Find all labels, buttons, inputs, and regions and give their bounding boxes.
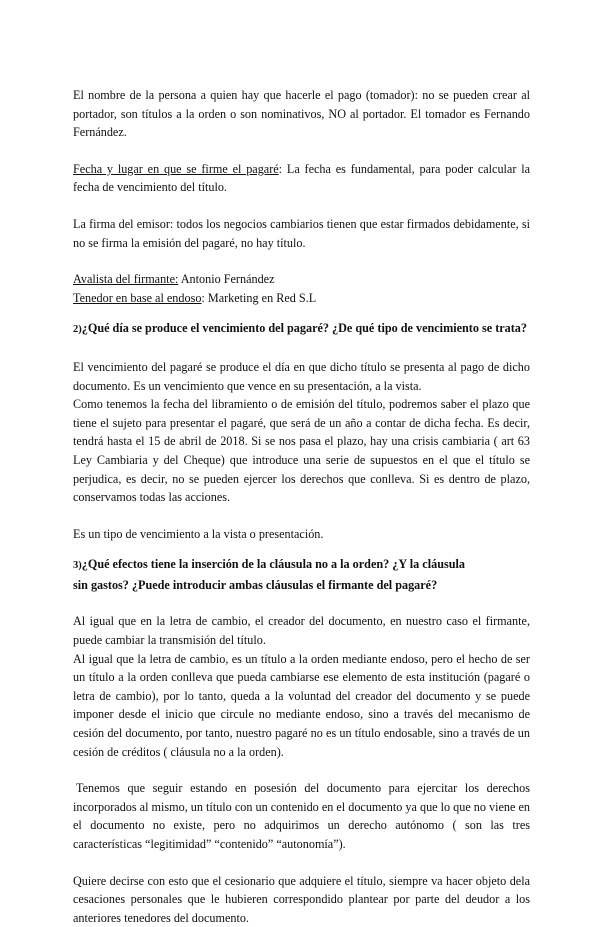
question-3-line-2: sin gastos? ¿Puede introducir ambas cláusulas el firmante del pagaré? [73, 577, 438, 592]
avalista-label: Avalista del firmante: [73, 272, 179, 287]
paragraph-tomador: El nombre de la persona a quien hay que hacerle el pago (tomador): no se pueden crear al portador, son títulos a la orden o son nominativos, NO al portador. El tomador es Fernando Fernández. [73, 88, 530, 140]
question-3-line-1: ¿Qué efectos tiene la inserción de la cláusula no a la orden? ¿Y la cláusula [81, 557, 465, 572]
question-2-number: 2) [73, 324, 82, 336]
question-3-heading [73, 555, 530, 594]
answer-3-paragraph-4: Quiere decirse con esto que el cesionario que adquiere el título, siempre va hacer objeto dela cesaciones personales que le hubieren correspondido plantear por parte del deudor a los anteriores tenedores del documento. [73, 873, 530, 925]
paragraph-fecha [73, 160, 530, 197]
paragraph-firma: La firma del emisor: todos los negocios cambiarios tienen que estar firmados debidamente, si no se firma la emisión del pagaré, no hay título. [73, 216, 530, 250]
answer-3-paragraph-3: Tenemos que seguir estando en posesión del documento para ejercitar los derechos incorporados al mismo, un título con un contenido en el documento ya que lo que no viene en el documento no existe, pero no adquirimos un derecho autónomo ( son las tres características “legitimidad” “contenido” “autonomía”). [73, 781, 530, 851]
fecha-label: Fecha y lugar en que se firme el pagaré [73, 161, 279, 176]
question-3-number: 3) [73, 560, 82, 572]
paragraph-tenedor [73, 289, 530, 308]
question-2-text: ¿Qué día se produce el vencimiento del pagaré? ¿De qué tipo de vencimiento se trata? [81, 321, 527, 336]
paragraph-avalista [73, 270, 530, 289]
answer-2-paragraph-3: Es un tipo de vencimiento a la vista o presentación. [73, 526, 324, 541]
tenedor-text: : Marketing en Red S.L [201, 290, 317, 305]
avalista-text: Antonio Fernández [178, 272, 275, 287]
fecha-text: : La fecha es fundamental, para poder calcular la fecha de vencimiento del título. [73, 161, 530, 195]
answer-3-paragraph-2: Al igual que la letra de cambio, es un título a la orden mediante endoso, pero el hecho de ser un título a la orden conlleva que pueda cambiarse ese elemento de esta institución (pagaré o letra de cambio), por lo tanto, queda a la voluntad del creador del documento y se puede imponer desde el inicio que circule no mediante endoso, sino a través del mecanismo de cesión del documento, por tanto, nuestro pagaré no es un título endosable, sino a través de un cesión de créditos ( cláusula no a la orden). [73, 651, 530, 759]
question-2-heading [73, 319, 530, 340]
tenedor-label: Tenedor en base al endoso [73, 290, 202, 305]
answer-3-paragraph-1: Al igual que en la letra de cambio, el creador del documento, en nuestro caso el firmante, puede cambiar la transmisión del título. [73, 614, 530, 648]
answer-2-paragraph-2: Como tenemos la fecha del libramiento o de emisión del título, podremos saber el plazo que tiene el sujeto para presentar el pagaré, que será de un año a contar de dicha fecha. Es decir, tendrá hasta el 15 de abril de 2018. Si se nos pasa el plazo, hay una crisis cambiaria ( art 63 Ley Cambiaria y del Cheque) que introduce una serie de supuestos en el que el título se perjudica, es decir, no se pueden ejercer los derechos que conlleva. Si es dentro de plazo, conservamos todas las acciones. [73, 397, 530, 505]
answer-2-paragraph-1: El vencimiento del pagaré se produce el día en que dicho título se presenta al pago de dicho documento. Es un vencimiento que vence en su presentación, a la vista. [73, 359, 530, 393]
